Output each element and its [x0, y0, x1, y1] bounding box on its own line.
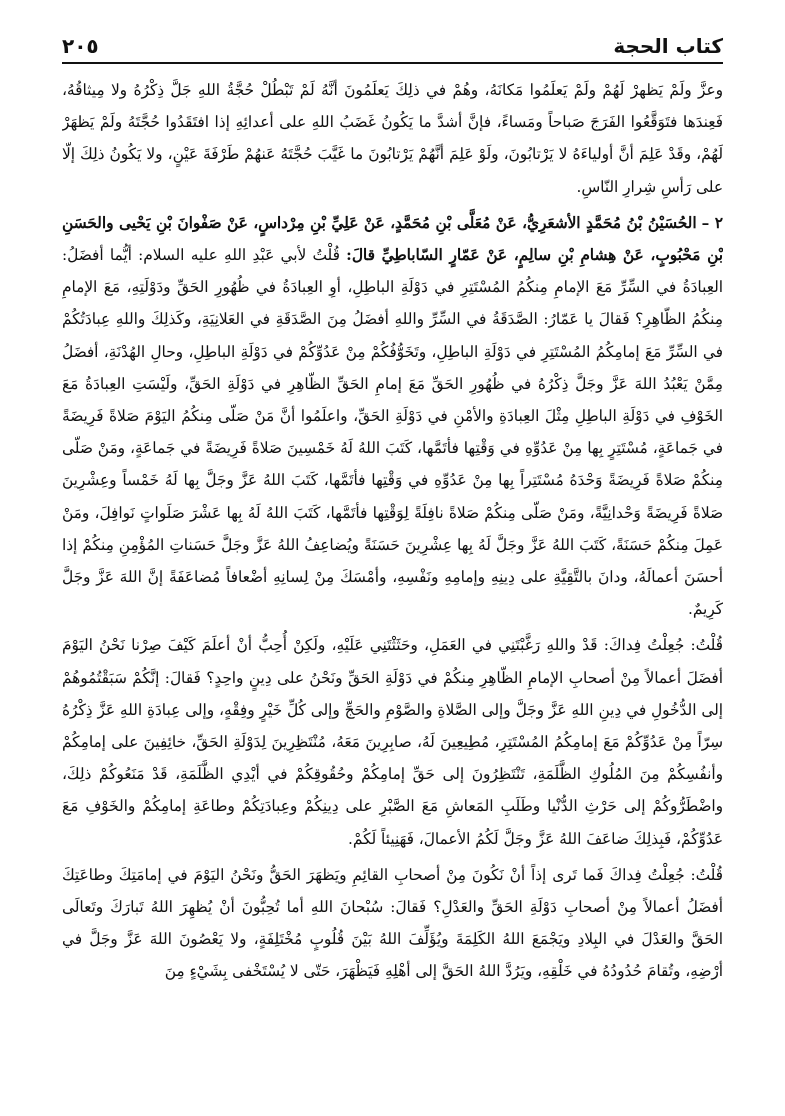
- hadith-isnad: الحُسَيْنُ بْنُ مُحَمَّدٍ الأشعَرِيُّ، عَنْ مُعَلَّى بْنِ مُحَمَّدٍ، عَنْ عَلِيِّ بْنِ مِرْداسٍ، عَنْ صَفْوانَ بْنِ يَحْيى والحَسَنِ بْنِ مَحْبُوبٍ، عَنْ هِشامِ بْنِ سالِمٍ، عَنْ عَمّارٍ السّاباطِيِّ قالَ:: [62, 213, 723, 265]
- paragraph-hadith-2: [62, 207, 723, 626]
- paragraph: [62, 629, 723, 854]
- paragraph-text: قُلْتُ: جُعِلْتُ فِداكَ: قَدْ واللهِ رَغَّبْتَنِي في العَمَلِ، وحَثَثْتَنِي عَلَيْهِ، ولَكِنْ أُحِبُّ أنْ أعلَمَ كَيْفَ صِرْنا نَحْنُ اليَوْمَ أفضَلَ أعمالاً مِنْ أصحابِ الإمامِ الظّاهِرِ مِنكُمْ في دَوْلَةِ الحَقِّ ونَحْنُ على دِينٍ واحِدٍ؟ فَقالَ: إنَّكُمْ سَبَقْتُمُوهُمْ إلى الدُّخُولِ في دِينِ اللهِ عَزَّ وجَلَّ وإلى الصَّلاةِ والصَّوْمِ والحَجِّ وإلى كُلِّ خَيْرٍ وفِقْهٍ، وإلى عِبادَةِ اللهِ عَزَّ ذِكْرُهُ سِرّاً مِنْ عَدُوِّكُمْ مَعَ إمامِكُمُ المُسْتَتِرِ، مُطِيعِينَ لَهُ، صابِرِينَ مَعَهُ، مُنْتَظِرِينَ لِدَوْلَةِ الحَقِّ، خائِفِينَ على إمامِكُمْ وأنفُسِكُمْ مِنَ المُلُوكِ الظَّلَمَةِ، تَنْتَظِرُونَ إلى حَقِّ إمامِكُمْ وحُقُوقِكُمْ في أيْدِي الظَّلَمَةِ، قَدْ مَنَعُوكُمْ ذلِكَ، واضْطَرُّوكُمْ إلى حَرْثِ الدُّنْيا وطَلَبِ المَعاشِ مَعَ الصَّبْرِ على دِينِكُمْ وعِبادَتِكُمْ وطاعَةِ إمامِكُمْ والخَوْفِ مَعَ عَدُوِّكُمْ، فَبِذلِكَ ضاعَفَ اللهُ عَزَّ وجَلَّ لَكُمُ الأعمالَ، فَهَنِيئاً لَكُمْ.: [62, 636, 723, 848]
- running-title: كتاب الحجة: [613, 34, 723, 58]
- page-header: [62, 28, 723, 64]
- hadith-text: قُلْتُ لأبي عَبْدِ اللهِ عليه السلام: أيُّما أفضَلُ: العِبادَةُ في السِّرِّ مَعَ الإمامِ مِنكُمُ المُسْتَتِرِ في دَوْلَةِ الباطِلِ، أوِ العِبادَةُ في ظُهُورِ الحَقِّ ودَوْلَتِهِ، مَعَ الإمامِ مِنكُمُ الظّاهِرِ؟ فَقالَ يا عَمّارُ: الصَّدَقَةُ في السِّرِّ واللهِ أفضَلُ مِنَ الصَّدَقَةِ في العَلانِيَةِ، وكَذلِكَ واللهِ عِبادَتُكُمْ في السِّرِّ مَعَ إمامِكُمُ المُسْتَتِرِ في دَوْلَةِ الباطِلِ، وتَخَوُّفُكُمْ مِنْ عَدُوِّكُمْ في دَوْلَةِ الباطِلِ، وحالِ الهُدْنَةِ، أفضَلُ مِمَّنْ يَعْبُدُ اللهَ عَزَّ وجَلَّ ذِكْرُهُ في ظُهُورِ الحَقِّ مَعَ إمامِ الحَقِّ الظّاهِرِ في دَوْلَةِ الحَقِّ، ولَيْسَتِ العِبادَةُ مَعَ الخَوْفِ في دَوْلَةِ الباطِلِ مِثْلَ العِبادَةِ والأمْنِ في دَوْلَةِ الحَقِّ، واعلَمُوا أنَّ مَنْ صَلّى مِنكُمُ اليَوْمَ صَلاةً فَرِيضَةً في جَماعَةٍ، مُسْتَتِرٍ بِها مِنْ عَدُوِّهِ في وَقْتِها فأتَمَّها، كَتَبَ اللهُ لَهُ خَمْسِينَ صَلاةً فَرِيضَةً في جَماعَةٍ، ومَنْ صَلّى مِنكُمْ صَلاةً فَرِيضَةً وَحْدَهُ مُسْتَتِراً بِها مِنْ عَدُوِّهِ في وَقْتِها فأتَمَّها، كَتَبَ اللهُ عَزَّ وجَلَّ بِها لَهُ خَمْساً وعِشْرِينَ صَلاةً فَرِيضَةً وَحْدانِيَّةً، ومَنْ صَلّى مِنكُمْ صَلاةً نافِلَةً لِوَقْتِها فأتَمَّها، كَتَبَ اللهُ لَهُ بِها عَشْرَ صَلَواتٍ نَوافِلَ، ومَنْ عَمِلَ مِنكُمْ حَسَنَةً، كَتَبَ اللهُ عَزَّ وجَلَّ لَهُ بِها عِشْرِينَ حَسَنَةً ويُضاعِفُ اللهُ عَزَّ وجَلَّ حَسَناتِ المُؤْمِنِ مِنكُمْ إذا أحسَنَ أعمالَهُ، ودانَ بالتَّقِيَّةِ على دِينِهِ وإمامِهِ ونَفْسِهِ، وأمْسَكَ مِنْ لِسانِهِ أضْعافاً مُضاعَفَةً إنَّ اللهَ عَزَّ وجَلَّ كَرِيمٌ.: [62, 246, 723, 619]
- paragraph-text: وعزَّ ولَمْ يَظهرْ لَهُمْ ولَمْ يَعلَمُوا مَكانَهُ، وهُمْ في ذلِكَ يَعلَمُونَ أنَّهُ لَمْ تَبْطُلْ حُجَّةُ اللهِ جَلَّ ذِكْرُهُ ولا مِيثاقُهُ، فَعِندَها فتَوَقَّعُوا الفَرَجَ صَباحاً ومَساءً، فإنَّ أشدَّ ما يَكُونُ غَضَبُ اللهِ على أعدائِهِ إذا افتَقَدُوا حُجَّتَهُ ولَمْ يَظهَرْ لَهُمْ، وقَدْ عَلِمَ أنَّ أولياءَهُ لا يَرْتابُونَ، ولَوْ عَلِمَ أنَّهُمْ يَرْتابُونَ ما غَيَّبَ حُجَّتَهُ عَنهُمْ طَرْفَةَ عَيْنٍ، ولا يَكُونُ ذلِكَ إلّا على رَأسِ شِرارِ النّاسِ.: [62, 81, 723, 196]
- hadith-number: ٢ –: [701, 213, 723, 232]
- paragraph-text: قُلْتُ: جُعِلْتُ فِداكَ فَما تَرى إذاً أنْ نَكُونَ مِنْ أصحابِ القائِمِ ويَظهَرَ الحَقُّ ونَحْنُ اليَوْمَ في إمامَتِكَ وطاعَتِكَ أفضَلُ أعمالاً مِنْ أصحابِ دَوْلَةِ الحَقِّ والعَدْلِ؟ فَقالَ: سُبْحانَ اللهِ أما تُحِبُّونَ أنْ يُظهِرَ اللهُ تَبارَكَ وتَعالَى الحَقَّ والعَدْلَ في البِلادِ ويَجْمَعَ اللهُ الكَلِمَةَ ويُؤَلِّفَ اللهُ بَيْنَ قُلُوبٍ مُخْتَلِفَةٍ، ولا يَعْصُونَ اللهَ عَزَّ وجَلَّ في أرْضِهِ، وتُقامَ حُدُودُهُ في خَلْقِهِ، ويَرُدَّ اللهُ الحَقَّ إلى أهْلِهِ فَيَظْهَرَ، حَتّى لا يُسْتَخْفى بِشَيْءٍ مِنَ: [62, 865, 723, 981]
- page-number: ٢٠٥: [62, 34, 99, 58]
- body-text: [62, 74, 723, 1106]
- paragraph: [62, 859, 723, 988]
- paragraph: [62, 74, 723, 203]
